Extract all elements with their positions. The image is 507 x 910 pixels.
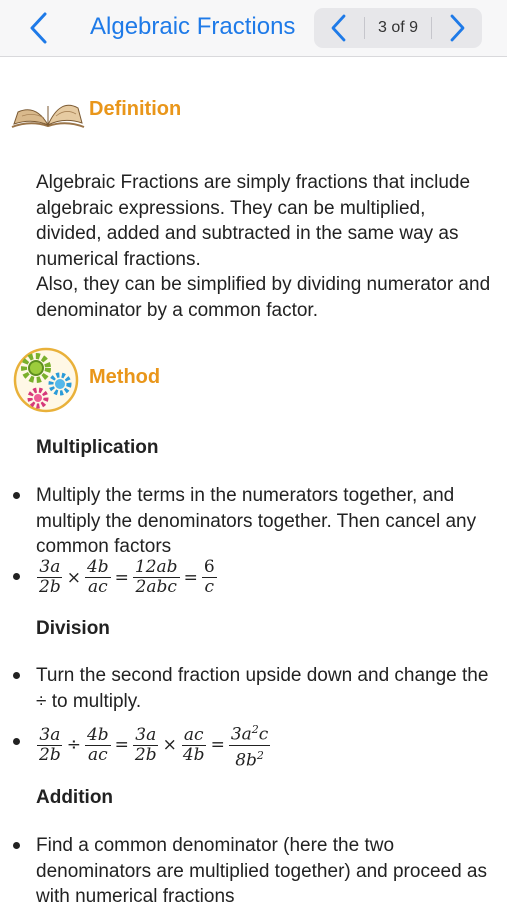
- division-formula: [36, 720, 271, 770]
- addition-title: Addition: [36, 787, 114, 808]
- pager: [314, 8, 482, 48]
- page-title: Algebraic Fractions: [90, 13, 296, 40]
- numerator: 4b: [86, 724, 109, 745]
- bullet-dot: [13, 738, 20, 745]
- numerator: 6: [203, 557, 215, 577]
- multiplication-title: Multiplication: [36, 437, 159, 458]
- bullet-dot: [13, 573, 20, 580]
- fraction: [37, 726, 63, 765]
- division-title: Division: [36, 618, 110, 639]
- denominator: ac: [87, 744, 108, 765]
- equals-sign: =: [114, 735, 129, 756]
- numerator: 3a: [39, 724, 61, 745]
- next-page-button[interactable]: [444, 13, 470, 43]
- times-operator: ×: [162, 735, 177, 756]
- numerator: 3a: [39, 557, 61, 577]
- fraction: [85, 558, 111, 597]
- open-book-icon: [10, 94, 86, 130]
- page-counter: 3 of 9: [377, 19, 419, 36]
- chevron-left-icon: [326, 13, 352, 43]
- exponent: 2: [256, 748, 264, 762]
- bullet-dot: [13, 842, 20, 849]
- denominator: ac: [87, 577, 108, 597]
- pager-divider: [364, 17, 365, 39]
- fraction: [133, 558, 180, 597]
- multiplication-formula: [36, 558, 218, 597]
- fraction: [85, 726, 111, 765]
- denominator: 4b: [182, 744, 205, 765]
- addition-bullet-text: Find a common denominator (here the two denominators are multiplied together) and proceed as with numerical fractions: [36, 835, 487, 907]
- definition-text-continued: Also, they can be simplified by dividing numerator and denominator by a common factor.: [36, 274, 491, 321]
- definition-heading: Definition: [89, 98, 182, 120]
- gears-icon: [12, 346, 80, 414]
- numerator: 4b: [86, 557, 109, 577]
- fraction: [133, 726, 159, 765]
- back-button[interactable]: [24, 10, 56, 46]
- numerator: ac: [183, 724, 204, 745]
- exponent: 2: [251, 723, 259, 736]
- equals-sign: =: [183, 567, 198, 588]
- definition-text: Algebraic Fractions are simply fractions that include algebraic expressions. They can be multiplied, divided, added and subtracted in the same way as numerical fractions.: [36, 172, 471, 270]
- bullet-dot: [13, 492, 20, 499]
- fraction: [202, 558, 217, 597]
- numerator: 12ab: [134, 557, 178, 577]
- equals-sign: =: [114, 567, 129, 588]
- denominator: c: [204, 577, 214, 597]
- method-heading: Method: [89, 366, 161, 388]
- fraction: [37, 558, 63, 597]
- chevron-right-icon: [444, 13, 470, 43]
- fraction: [229, 720, 270, 770]
- denominator: 2b: [39, 744, 61, 765]
- fraction: [181, 726, 207, 765]
- denominator: 2b: [134, 744, 157, 765]
- denominator: 2b: [39, 577, 61, 597]
- denominator-base: 8b: [235, 750, 257, 771]
- pager-divider: [431, 17, 432, 39]
- equals-sign: =: [210, 735, 225, 756]
- multiplication-bullet-text: Multiply the terms in the numerators together, and multiply the denominators together. Then cancel any common factors: [36, 485, 477, 557]
- nav-bar: [0, 0, 507, 57]
- previous-page-button[interactable]: [326, 13, 352, 43]
- numerator: 3a: [135, 724, 157, 745]
- denominator: 2abc: [135, 577, 177, 597]
- times-operator: ×: [66, 567, 81, 588]
- divide-operator: ÷: [66, 735, 81, 756]
- numerator-base: 3a: [230, 724, 252, 745]
- denominator: [233, 746, 266, 771]
- division-bullet-text: Turn the second fraction upside down and change the ÷ to multiply.: [36, 665, 489, 712]
- chevron-left-icon: [24, 10, 56, 46]
- numerator: [229, 720, 270, 746]
- numerator-tail: c: [258, 724, 269, 745]
- bullet-dot: [13, 672, 20, 679]
